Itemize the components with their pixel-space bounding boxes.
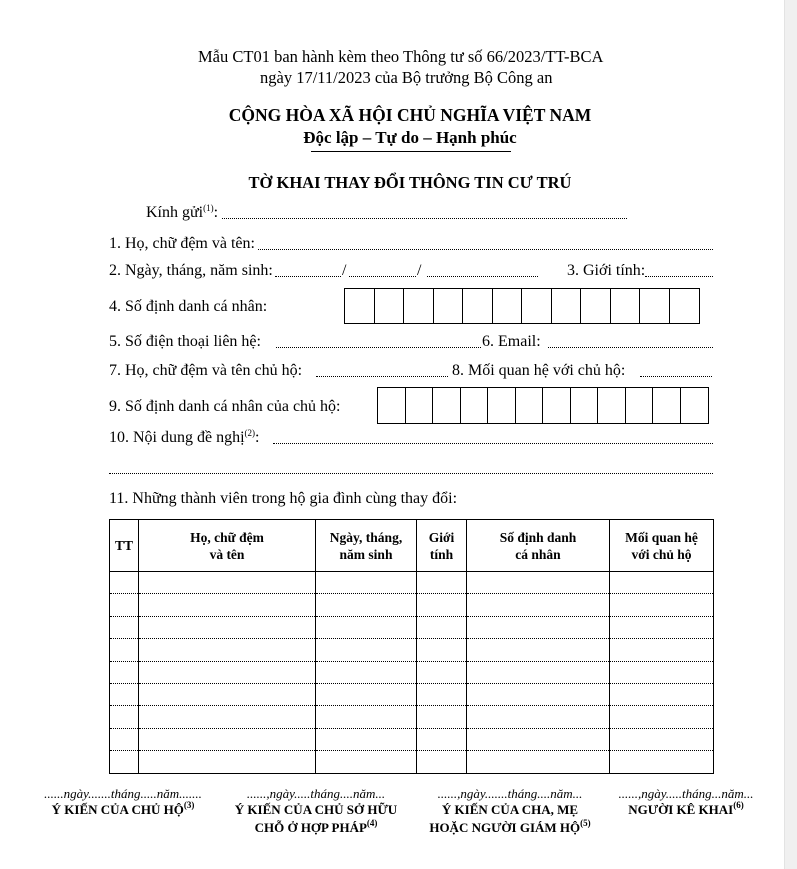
- table-cell[interactable]: [467, 706, 610, 728]
- table-cell[interactable]: [139, 639, 316, 661]
- signature-role: Ý KIẾN CỦA CHỦ SỞ HỮU CHỖ Ở HỢP PHÁP$^{(4)}$: [234, 802, 398, 835]
- table-cell[interactable]: [417, 728, 467, 750]
- table-cell[interactable]: [467, 683, 610, 705]
- signature-date: ......ngày.......tháng.....năm.......: [44, 786, 202, 801]
- personal-id-label: 4. Số định danh cá nhân:: [109, 298, 268, 315]
- table-cell[interactable]: [139, 572, 316, 594]
- dob-year-field[interactable]: [427, 263, 538, 277]
- table-cell[interactable]: [467, 616, 610, 638]
- table-cell[interactable]: [110, 728, 139, 750]
- table-cell[interactable]: [610, 639, 714, 661]
- personal-id-boxes[interactable]: [344, 288, 700, 324]
- table-row: [110, 572, 714, 594]
- table-row: [110, 661, 714, 683]
- table-cell[interactable]: [417, 751, 467, 773]
- table-cell[interactable]: [467, 728, 610, 750]
- form-title: TỜ KHAI THAY ĐỔI THÔNG TIN CƯ TRÚ: [248, 173, 572, 192]
- recipient-field[interactable]: [222, 205, 627, 219]
- table-cell[interactable]: [316, 683, 417, 705]
- table-cell[interactable]: [110, 639, 139, 661]
- email-field[interactable]: [548, 334, 713, 348]
- email-label: 6. Email:: [482, 333, 541, 350]
- table-row: [110, 728, 714, 750]
- gender-field[interactable]: [645, 263, 713, 277]
- table-cell[interactable]: [316, 616, 417, 638]
- signature-head: [32, 787, 214, 819]
- head-name-field[interactable]: [316, 363, 448, 377]
- table-cell[interactable]: [110, 751, 139, 773]
- col-header-gender-text: Giới tính: [428, 529, 455, 562]
- head-name-label: 7. Họ, chữ đệm và tên chủ hộ:: [109, 362, 303, 379]
- table-cell[interactable]: [139, 683, 316, 705]
- table-cell[interactable]: [417, 661, 467, 683]
- signature-role: NGƯỜI KÊ KHAI$^{(6)}$: [628, 800, 744, 817]
- table-cell[interactable]: [610, 572, 714, 594]
- table-cell[interactable]: [467, 639, 610, 661]
- members-label: 11. Những thành viên trong hộ gia đình cùng thay đổi:: [109, 490, 458, 507]
- col-header-dob-text: Ngày, tháng, năm sinh: [329, 529, 403, 562]
- full-name-label: 1. Họ, chữ đệm và tên:: [109, 235, 255, 252]
- full-name-field[interactable]: [258, 236, 713, 250]
- table-header-row: [110, 520, 714, 572]
- table-cell[interactable]: [417, 639, 467, 661]
- signature-guardian: [414, 787, 606, 837]
- members-table: [109, 519, 714, 774]
- col-header-name-text: Họ, chữ đệm và tên: [190, 529, 264, 562]
- table-cell[interactable]: [467, 661, 610, 683]
- table-cell[interactable]: [316, 728, 417, 750]
- recipient-label: Kính gửi$^{(1)}$:: [146, 203, 219, 221]
- signature-role: Ý KIẾN CỦA CHA, MẸ HOẶC NGƯỜI GIÁM HỘ$^{(5)}$: [429, 802, 591, 835]
- gender-label: 3. Giới tính:: [567, 262, 646, 279]
- table-cell[interactable]: [610, 751, 714, 773]
- table-cell[interactable]: [417, 572, 467, 594]
- col-header-gender: [417, 520, 467, 572]
- table-row: [110, 751, 714, 773]
- table-cell[interactable]: [139, 661, 316, 683]
- request-field-line-1[interactable]: [273, 430, 713, 444]
- table-cell[interactable]: [110, 661, 139, 683]
- table-cell[interactable]: [610, 661, 714, 683]
- table-row: [110, 594, 714, 616]
- table-cell[interactable]: [610, 728, 714, 750]
- head-id-label: 9. Số định danh cá nhân của chủ hộ:: [109, 398, 341, 415]
- dob-separator: /: [417, 262, 422, 279]
- table-cell[interactable]: [417, 706, 467, 728]
- head-id-boxes[interactable]: [377, 387, 709, 424]
- table-cell[interactable]: [467, 572, 610, 594]
- dob-month-field[interactable]: [349, 263, 416, 277]
- table-cell[interactable]: [110, 706, 139, 728]
- table-cell[interactable]: [417, 594, 467, 616]
- col-header-name: [139, 520, 316, 572]
- table-cell[interactable]: [316, 594, 417, 616]
- table-cell[interactable]: [316, 572, 417, 594]
- table-cell[interactable]: [110, 572, 139, 594]
- phone-label: 5. Số điện thoại liên hệ:: [109, 333, 261, 350]
- col-header-id: [467, 520, 610, 572]
- table-cell[interactable]: [316, 661, 417, 683]
- table-cell[interactable]: [316, 751, 417, 773]
- phone-field[interactable]: [276, 334, 481, 348]
- motto-underline: [311, 151, 511, 152]
- table-cell[interactable]: [610, 683, 714, 705]
- col-header-id-text: Số định danh cá nhân: [499, 529, 577, 562]
- table-cell[interactable]: [110, 594, 139, 616]
- dob-separator: /: [342, 262, 347, 279]
- dob-label: 2. Ngày, tháng, năm sinh:: [109, 262, 273, 279]
- col-header-dob: [316, 520, 417, 572]
- dob-day-field[interactable]: [275, 263, 341, 277]
- signature-date: ......,ngày.......tháng....năm...: [437, 786, 583, 801]
- relation-head-label: 8. Mối quan hệ với chủ hộ:: [452, 362, 626, 379]
- table-row: [110, 616, 714, 638]
- form-reference-line-2: ngày 17/11/2023 của Bộ trưởng Bộ Công an: [260, 68, 553, 87]
- table-cell[interactable]: [139, 706, 316, 728]
- request-field-line-2[interactable]: [109, 460, 713, 474]
- col-header-relation: [610, 520, 714, 572]
- table-cell[interactable]: [467, 751, 610, 773]
- table-cell[interactable]: [610, 706, 714, 728]
- table-cell[interactable]: [110, 616, 139, 638]
- table-cell[interactable]: [610, 594, 714, 616]
- table-cell[interactable]: [417, 683, 467, 705]
- col-header-relation-text: Mối quan hệ với chủ hộ: [625, 529, 698, 562]
- table-cell[interactable]: [316, 706, 417, 728]
- signature-date: ......,ngày.....tháng...năm...: [618, 786, 754, 801]
- national-motto: Độc lập – Tự do – Hạnh phúc: [303, 128, 517, 147]
- signature-date: ......,ngày.....tháng....năm...: [246, 786, 386, 801]
- table-cell[interactable]: [139, 616, 316, 638]
- table-cell[interactable]: [139, 728, 316, 750]
- table-cell[interactable]: [417, 616, 467, 638]
- table-cell[interactable]: [139, 751, 316, 773]
- form-reference-line-1: Mẫu CT01 ban hành kèm theo Thông tư số 66/2023/TT-BCA: [198, 47, 604, 66]
- relation-head-field[interactable]: [640, 363, 712, 377]
- table-cell[interactable]: [467, 594, 610, 616]
- scrollbar-track[interactable]: [784, 0, 797, 869]
- signature-declarant: [606, 787, 766, 819]
- col-header-index: TT: [110, 520, 139, 572]
- table-row: [110, 639, 714, 661]
- request-label: 10. Nội dung đề nghị$^{(2)}$:: [109, 428, 260, 446]
- country-name: CỘNG HÒA XÃ HỘI CHỦ NGHĨA VIỆT NAM: [228, 105, 592, 125]
- table-cell[interactable]: [110, 683, 139, 705]
- signature-role: Ý KIẾN CỦA CHỦ HỘ$^{(3)}$: [51, 800, 195, 817]
- table-cell[interactable]: [316, 639, 417, 661]
- table-row: [110, 683, 714, 705]
- table-cell[interactable]: [139, 594, 316, 616]
- table-cell[interactable]: [610, 616, 714, 638]
- signature-owner: [224, 787, 408, 837]
- table-row: [110, 706, 714, 728]
